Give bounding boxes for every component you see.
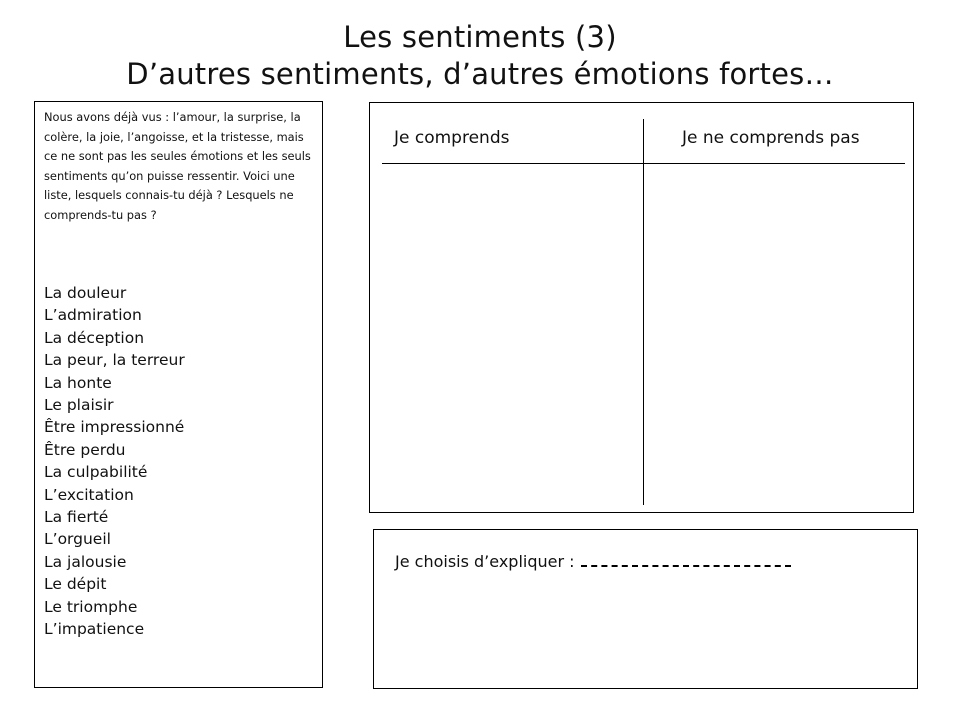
feeling-item: La fierté bbox=[44, 508, 109, 527]
feeling-item: La jalousie bbox=[44, 552, 127, 571]
feelings-list bbox=[44, 282, 185, 641]
choice-label: Je choisis d’expliquer : bbox=[395, 552, 575, 571]
feeling-item: La déception bbox=[44, 328, 145, 347]
feelings-list-panel bbox=[34, 101, 323, 688]
feeling-item: L’admiration bbox=[44, 306, 142, 325]
worksheet-title: Les sentiments (3) bbox=[343, 20, 617, 54]
feeling-item: La honte bbox=[44, 373, 112, 392]
column-header-not-understand: Je ne comprends pas bbox=[682, 128, 860, 148]
feeling-item: L’excitation bbox=[44, 485, 134, 504]
feeling-item: La douleur bbox=[44, 284, 127, 302]
feeling-item: La peur, la terreur bbox=[44, 351, 185, 370]
feeling-item: Le plaisir bbox=[44, 396, 114, 415]
understanding-table bbox=[369, 102, 914, 513]
intro-paragraph: Nous avons déjà vus : l’amour, la surprise, la colère, la joie, l’angoisse, et la tristesse, mais ce ne sont pas les seules émotions et les seuls sentiments qu’on puisse ressentir. Voici une liste, lesquels connais-tu déjà ? Lesquels ne comprends-tu pas ? bbox=[44, 110, 311, 222]
explanation-box bbox=[373, 529, 918, 689]
feeling-item: Le triomphe bbox=[44, 597, 138, 616]
column-divider bbox=[643, 119, 644, 505]
feeling-item: L’orgueil bbox=[44, 530, 111, 549]
feeling-item: Être perdu bbox=[44, 440, 126, 459]
feeling-item: Le dépit bbox=[44, 575, 107, 594]
column-header-understand: Je comprends bbox=[394, 128, 510, 148]
feeling-item: L’impatience bbox=[44, 620, 145, 639]
answer-blank[interactable] bbox=[581, 555, 791, 567]
choice-line bbox=[395, 551, 791, 573]
feeling-item: Être impressionné bbox=[44, 418, 185, 437]
feeling-item: La culpabilité bbox=[44, 463, 148, 482]
worksheet-subtitle: D’autres sentiments, d’autres émotions fortes… bbox=[126, 57, 834, 91]
